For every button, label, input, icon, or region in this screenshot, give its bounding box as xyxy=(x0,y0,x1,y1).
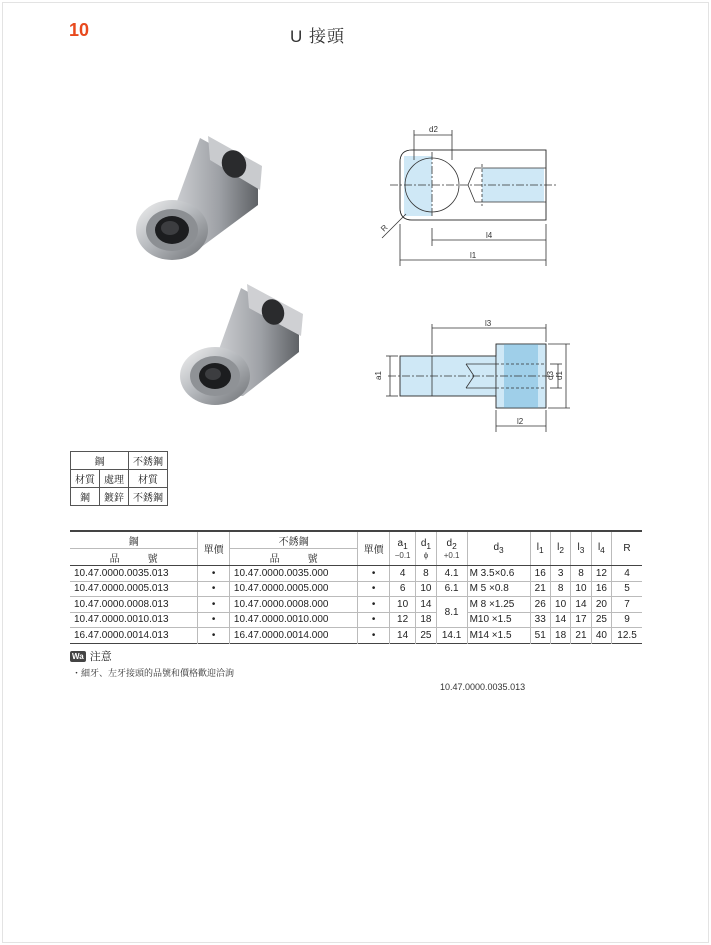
treatment-label: 處理 xyxy=(100,470,129,488)
material-value-steel: 鋼 xyxy=(71,488,100,506)
cell-R: 7 xyxy=(612,597,642,613)
cell-d3: M 5 ×0.8 xyxy=(467,581,530,597)
cell-l2: 14 xyxy=(550,612,570,628)
cell-price-dot: • xyxy=(198,597,230,613)
cell-l1: 16 xyxy=(530,566,550,582)
cell-l1: 51 xyxy=(530,628,550,644)
page-number: 10 xyxy=(69,20,90,40)
table-row xyxy=(70,612,642,628)
cell-l4: 16 xyxy=(591,581,611,597)
cell-a1: 6 xyxy=(389,581,415,597)
cell-price-dot: • xyxy=(198,628,230,644)
cell-l4: 25 xyxy=(591,612,611,628)
page-title: U 接頭 xyxy=(290,27,345,46)
spec-table xyxy=(70,530,642,644)
cell-R: 12.5 xyxy=(612,628,642,644)
material-stainless-header: 不銹鋼 xyxy=(129,452,168,470)
cell-price-dot: • xyxy=(198,581,230,597)
cell-d2: 6.1 xyxy=(436,581,467,597)
cell-d1: 10 xyxy=(416,581,436,597)
cell-l4: 20 xyxy=(591,597,611,613)
header-R: R xyxy=(612,531,642,566)
cell-l4: 12 xyxy=(591,566,611,582)
cell-d3: M14 ×1.5 xyxy=(467,628,530,644)
cell-price-dot: • xyxy=(358,597,390,613)
treatment-value: 鍍鋅 xyxy=(100,488,129,506)
cell-l2: 10 xyxy=(550,597,570,613)
cell-a1: 12 xyxy=(389,612,415,628)
header-l1: $l_1$ xyxy=(530,531,550,566)
header-l3: $l_3$ xyxy=(571,531,591,566)
label-a1: a1 xyxy=(374,371,383,380)
photo-caption: 10.47.0000.0035.013 xyxy=(440,682,526,692)
label-l2: l2 xyxy=(517,417,524,426)
material-label: 材質 xyxy=(71,470,100,488)
cell-price-dot: • xyxy=(198,566,230,582)
header-l4: $l_4$ xyxy=(591,531,611,566)
cell-l3: 10 xyxy=(571,581,591,597)
cell-price-dot: • xyxy=(358,612,390,628)
table-row xyxy=(70,581,642,597)
cell-l2: 8 xyxy=(550,581,570,597)
header-unit-price-steel: 單價 xyxy=(198,531,230,566)
cell-stainless-part-no: 10.47.0000.0035.000 xyxy=(229,566,357,582)
cell-l3: 8 xyxy=(571,566,591,582)
cell-steel-part-no: 16.47.0000.0014.013 xyxy=(70,628,198,644)
cell-l3: 14 xyxy=(571,597,591,613)
cell-R: 4 xyxy=(612,566,642,582)
cell-price-dot: • xyxy=(358,628,390,644)
label-d1: d1 xyxy=(555,371,564,380)
header-a1: $a_1$ −0.1 xyxy=(389,531,415,566)
cell-d1: 18 xyxy=(416,612,436,628)
header-stainless: 不銹鋼 xyxy=(229,531,357,549)
cell-steel-part-no: 10.47.0000.0008.013 xyxy=(70,597,198,613)
cell-stainless-part-no: 10.47.0000.0010.000 xyxy=(229,612,357,628)
header-d3: $d_3$ xyxy=(467,531,530,566)
cell-d1: 14 xyxy=(416,597,436,613)
label-d3: d3 xyxy=(546,371,555,380)
cell-R: 5 xyxy=(612,581,642,597)
cell-l2: 18 xyxy=(550,628,570,644)
note-text: ・細牙、左牙接頭的品號和價格歡迎洽詢 xyxy=(72,668,235,678)
label-d2-top: d2 xyxy=(429,125,438,134)
cell-l4: 40 xyxy=(591,628,611,644)
cell-stainless-part-no: 16.47.0000.0014.000 xyxy=(229,628,357,644)
cell-d3: M 3.5×0.6 xyxy=(467,566,530,582)
cell-a1: 4 xyxy=(389,566,415,582)
cell-l2: 3 xyxy=(550,566,570,582)
cell-steel-part-no: 10.47.0000.0005.013 xyxy=(70,581,198,597)
header-unit-price-stainless: 單價 xyxy=(358,531,390,566)
note-heading xyxy=(70,648,112,664)
cell-a1: 14 xyxy=(389,628,415,644)
cell-l1: 33 xyxy=(530,612,550,628)
note-title: 注意 xyxy=(89,651,112,663)
table-row xyxy=(70,566,642,582)
cell-steel-part-no: 10.47.0000.0035.013 xyxy=(70,566,198,582)
label-l4: l4 xyxy=(486,231,493,240)
material-label-stainless: 材質 xyxy=(129,470,168,488)
product-photo-top xyxy=(130,130,270,265)
product-photo-bottom xyxy=(175,280,310,410)
header-part-no-stainless: 品 號 xyxy=(229,549,357,566)
header-d1: $d_1$ ϕ xyxy=(416,531,436,566)
cell-l1: 21 xyxy=(530,581,550,597)
cell-stainless-part-no: 10.47.0000.0005.000 xyxy=(229,581,357,597)
cell-a1: 10 xyxy=(389,597,415,613)
cell-l1: 26 xyxy=(530,597,550,613)
cell-d3: M10 ×1.5 xyxy=(467,612,530,628)
technical-drawing-side xyxy=(370,318,570,436)
header-l2: $l_2$ xyxy=(550,531,570,566)
warning-badge: Wa xyxy=(72,651,84,661)
technical-drawing-top xyxy=(370,120,570,270)
cell-d1: 8 xyxy=(416,566,436,582)
label-l1: l1 xyxy=(470,251,477,260)
header-d2: $d_2$ +0.1 xyxy=(436,531,467,566)
cell-d2: 14.1 xyxy=(436,628,467,644)
header-part-no-steel: 品 號 xyxy=(70,549,198,566)
material-steel-header: 鋼 xyxy=(71,452,129,470)
cell-price-dot: • xyxy=(358,566,390,582)
cell-price-dot: • xyxy=(358,581,390,597)
label-l3: l3 xyxy=(485,319,492,328)
cell-price-dot: • xyxy=(198,612,230,628)
cell-d3: M 8 ×1.25 xyxy=(467,597,530,613)
cell-R: 9 xyxy=(612,612,642,628)
label-R: R xyxy=(379,222,390,234)
table-row xyxy=(70,628,642,644)
cell-l3: 21 xyxy=(571,628,591,644)
cell-d2-merged: 8.1 xyxy=(436,597,467,628)
cell-d2: 4.1 xyxy=(436,566,467,582)
table-row xyxy=(70,597,642,613)
header-steel: 鋼 xyxy=(70,531,198,549)
cell-d1: 25 xyxy=(416,628,436,644)
material-table xyxy=(70,451,168,506)
cell-l3: 17 xyxy=(571,612,591,628)
cell-steel-part-no: 10.47.0000.0010.013 xyxy=(70,612,198,628)
cell-stainless-part-no: 10.47.0000.0008.000 xyxy=(229,597,357,613)
material-value-stainless: 不銹鋼 xyxy=(129,488,168,506)
